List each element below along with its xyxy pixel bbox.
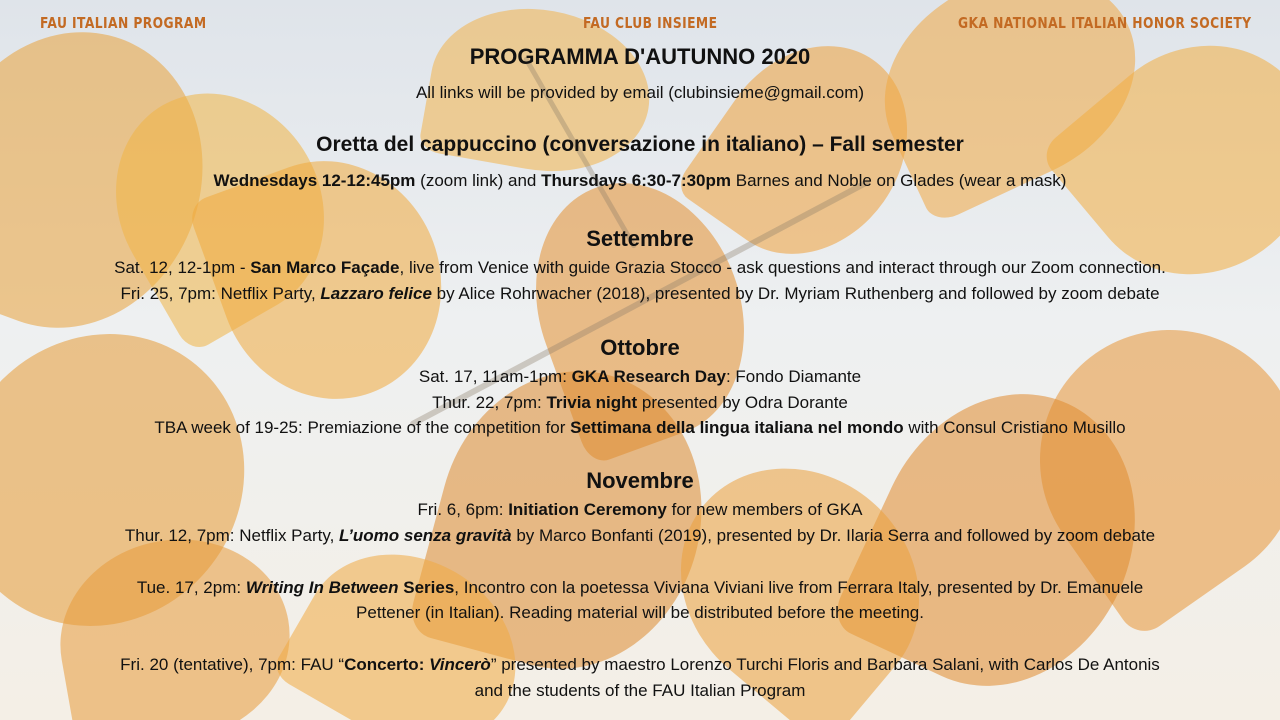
event-line-novembre-1 [0,499,1280,521]
event-line-ottobre-2 [0,392,1280,414]
event-text: for new members of GKA [666,500,863,519]
oretta-mid: (zoom link) and [415,171,542,190]
oretta-day2: Thursdays 6:30-7:30pm [541,171,732,190]
oretta-schedule [0,170,1280,192]
section-heading-ottobre: Ottobre [600,335,680,360]
event-title: L’uomo senza gravità [339,526,512,545]
event-line-settembre-1 [0,257,1280,279]
event-title: Writing In Between [245,578,399,597]
section-heading-settembre: Settembre [586,226,694,251]
event-title: San Marco Façade [250,258,400,277]
event-text: Thur. 12, 7pm: Netflix Party, [124,526,340,545]
event-text: Fri. 6, 6pm: [417,500,509,519]
event-text: presented by Odra Dorante [637,393,848,412]
section-heading-novembre: Novembre [586,468,694,493]
oretta-heading: Oretta del cappuccino (conversazione in italiano) – Fall semester [316,133,964,156]
event-title: Initiation Ceremony [508,500,667,519]
event-line-settembre-2 [0,283,1280,305]
event-text: by Alice Rohrwacher (2018), presented by Dr. Myriam Ruthenberg and followed by zoom debate [431,284,1160,303]
event-text: Fri. 25, 7pm: Netflix Party, [120,284,321,303]
event-text: by Marco Bonfanti (2019), presented by Dr. Ilaria Serra and followed by zoom debate [511,526,1156,545]
event-line-novembre-4 [0,654,1280,676]
event-title: Settimana della lingua italiana nel mondo [570,418,904,437]
event-text: Sat. 12, 12-1pm - [114,258,251,277]
event-line-novembre-3 [0,577,1280,599]
oretta-end: Barnes and Noble on Glades (wear a mask) [731,171,1067,190]
event-title: Concerto: [344,655,430,674]
event-text: TBA week of 19-25: Premiazione of the competition for [154,418,571,437]
event-text: , live from Venice with guide Grazia Stocco - ask questions and interact through our Zoom connection. [399,258,1166,277]
header-fau-club-insieme: FAU CLUB INSIEME [583,14,718,32]
event-text: with Consul Cristiano Musillo [903,418,1126,437]
event-text: Fri. 20 (tentative), 7pm: FAU “ [120,655,345,674]
event-text: Thur. 22, 7pm: [432,393,547,412]
event-title: Trivia night [546,393,638,412]
event-text: ” presented by maestro Lorenzo Turchi Floris and Barbara Salani, with Carlos De Antonis [490,655,1160,674]
page-title: PROGRAMMA D'AUTUNNO 2020 [469,44,811,69]
event-text: , Incontro con la poetessa Viviana Viviani live from Ferrara Italy, presented by Dr. Emanuele [454,578,1144,597]
event-title-suffix: Series [398,578,455,597]
event-line-ottobre-3 [0,417,1280,439]
event-text: Sat. 17, 11am-1pm: [418,367,572,386]
event-title: Lazzaro felice [320,284,432,303]
event-title: GKA Research Day [571,367,726,386]
event-text: Tue. 17, 2pm: [136,578,246,597]
event-line-novembre-3-cont: Pettener (in Italian). Reading material will be distributed before the meeting. [356,603,924,622]
event-title-italic: Vincerò [429,655,491,674]
oretta-day1: Wednesdays 12-12:45pm [213,171,416,190]
event-line-ottobre-1 [0,366,1280,388]
header-fau-italian-program: FAU ITALIAN PROGRAM [40,14,207,32]
header-gka-honor-society: GKA NATIONAL ITALIAN HONOR SOCIETY [958,14,1252,32]
event-line-novembre-2 [0,525,1280,547]
links-note: All links will be provided by email (clubinsieme@gmail.com) [415,83,865,102]
event-line-novembre-4-cont: and the students of the FAU Italian Program [474,681,806,700]
event-text: : Fondo Diamante [725,367,862,386]
